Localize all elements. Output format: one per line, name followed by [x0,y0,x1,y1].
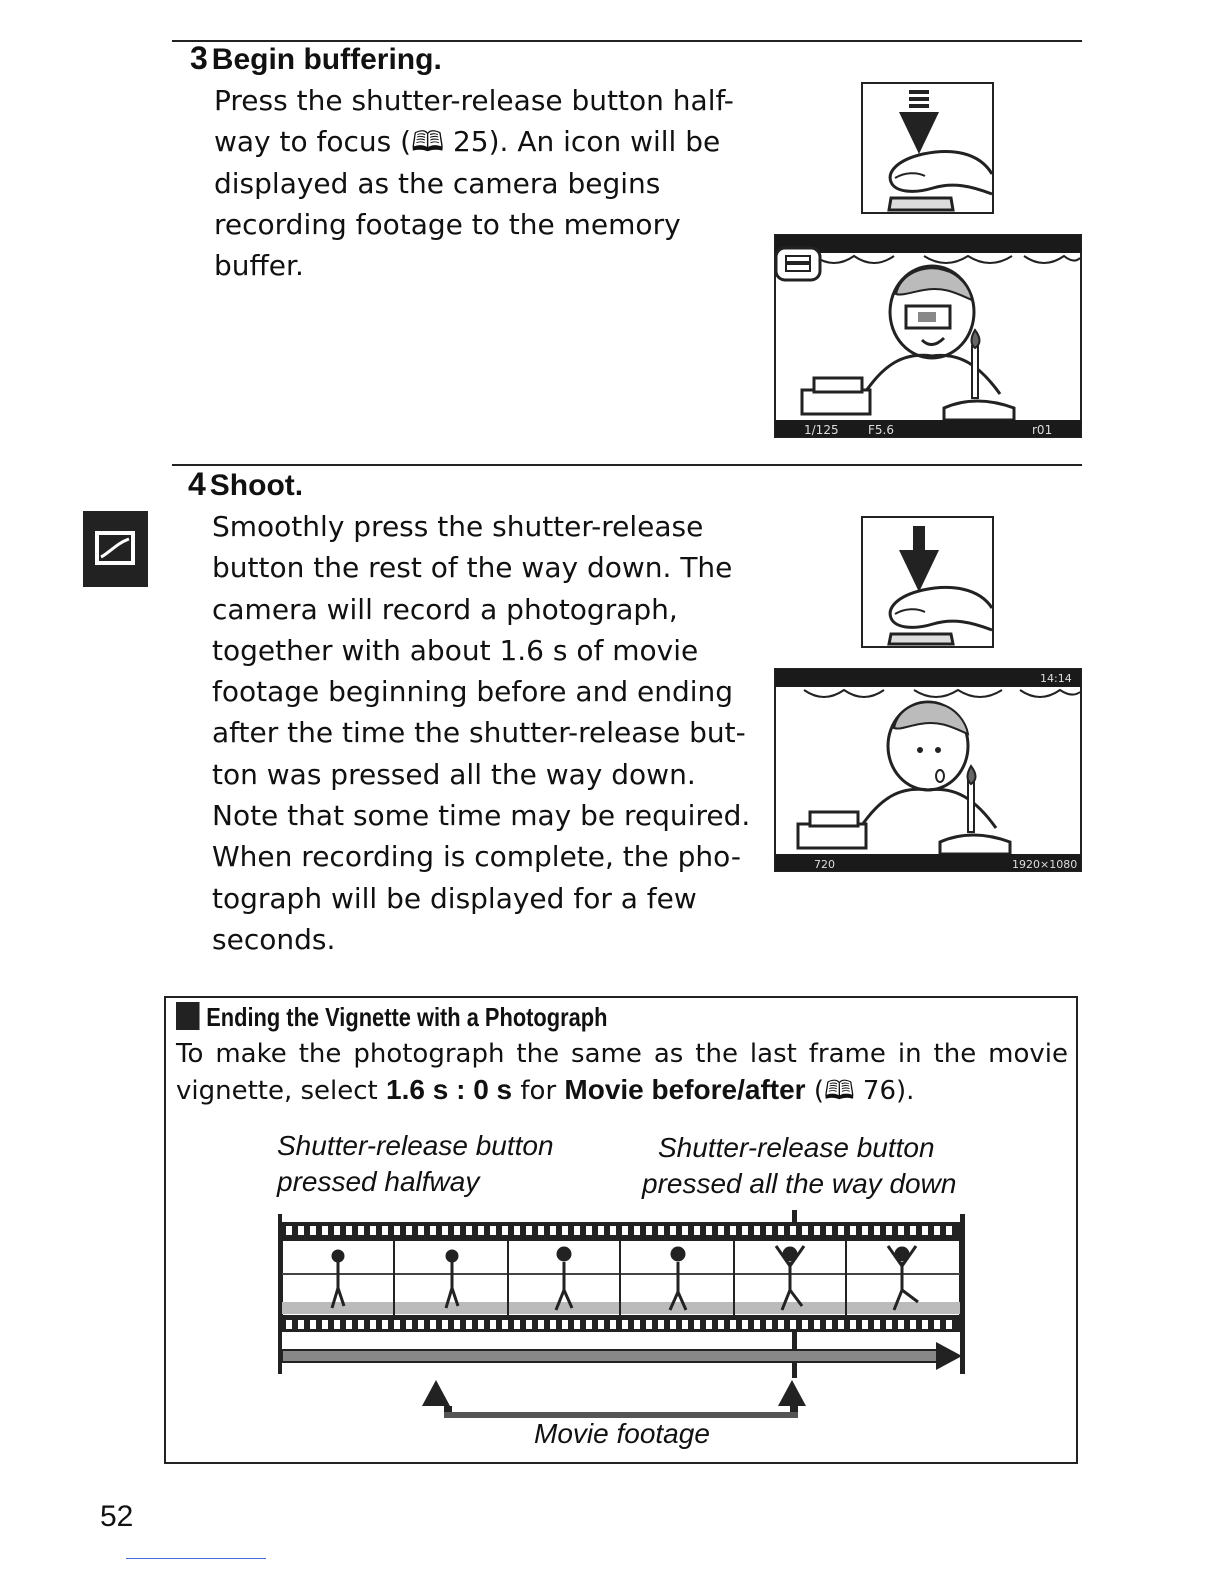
sprocket-hole [622,1226,628,1235]
sprocket-hole [574,1226,580,1235]
sprocket-hole [526,1226,532,1235]
sprocket-hole [442,1226,448,1235]
sprocket-hole [898,1226,904,1235]
sprocket-hole [946,1320,952,1329]
sprocket-hole [814,1320,820,1329]
shutter-fullpress-illustration [861,516,994,648]
sprocket-hole [562,1320,568,1329]
note-text-part: To make the photograph the same as the last frame in the movie vignette, select [176,1039,1068,1106]
step3-number: 3 [190,40,208,76]
sprocket-hole [358,1320,364,1329]
sprocket-hole [898,1320,904,1329]
note-heading [176,1000,607,1034]
sprocket-hole [694,1320,700,1329]
camera-screen-shoot [774,668,1082,874]
sprocket-hole [298,1226,304,1235]
sprocket-hole [346,1226,352,1235]
sprocket-hole [670,1320,676,1329]
sprocket-hole [286,1226,292,1235]
shoot-left-readout: 720 [814,858,835,871]
step4-number: 4 [188,466,206,502]
sprocket-hole [874,1320,880,1329]
sprocket-hole [370,1226,376,1235]
sprocket-hole [526,1320,532,1329]
sprocket-hole [682,1226,688,1235]
sprocket-hole [838,1320,844,1329]
caption-full-line1: Shutter-release button [658,1132,935,1163]
sprocket-hole [286,1320,292,1329]
sprocket-hole [454,1226,460,1235]
sprocket-hole [430,1226,436,1235]
sprocket-hole [358,1226,364,1235]
sprocket-hole [418,1320,424,1329]
buffer-shutter-readout: 1/125 [804,423,839,437]
sprocket-hole [610,1226,616,1235]
shoot-right-readout: 1920×1080 [1012,858,1078,871]
note-menu-item: Movie before/after [564,1074,806,1105]
sprocket-hole [442,1320,448,1329]
sprocket-hole [742,1320,748,1329]
film-strip-diagram [272,1210,972,1420]
step3-heading [190,40,442,78]
sprocket-hole [718,1226,724,1235]
sprocket-hole [682,1320,688,1329]
sprocket-hole [538,1226,544,1235]
sprocket-hole [730,1320,736,1329]
sprocket-hole [658,1320,664,1329]
sprocket-hole [586,1226,592,1235]
sprocket-hole [814,1226,820,1235]
sprocket-hole [514,1226,520,1235]
sprocket-hole [670,1226,676,1235]
sprocket-hole [910,1320,916,1329]
sprocket-hole [598,1320,604,1329]
sprocket-hole [490,1226,496,1235]
sprocket-hole [466,1226,472,1235]
sprocket-hole [802,1320,808,1329]
note-text-part: (🕮 76). [805,1076,915,1106]
sprocket-hole [418,1226,424,1235]
caption-halfway [277,1128,554,1200]
sprocket-hole [946,1226,952,1235]
sprocket-hole [346,1320,352,1329]
sprocket-hole [382,1320,388,1329]
sprocket-hole [550,1320,556,1329]
sprocket-hole [466,1320,472,1329]
sprocket-hole [934,1226,940,1235]
sprocket-hole [850,1320,856,1329]
sprocket-hole [598,1226,604,1235]
sprocket-hole [634,1226,640,1235]
sprocket-hole [922,1226,928,1235]
sprocket-hole [934,1320,940,1329]
sprocket-hole [862,1320,868,1329]
sprocket-hole [394,1226,400,1235]
sprocket-hole [502,1226,508,1235]
sprocket-hole [322,1320,328,1329]
sprocket-hole [322,1226,328,1235]
sprocket-hole [838,1226,844,1235]
shutter-halfpress-illustration [861,82,994,214]
caption-halfway-line2: pressed halfway [277,1166,480,1197]
note-text-part: for [512,1076,565,1106]
note-title: Ending the Vignette with a Photograph [206,1002,608,1032]
sprocket-hole [658,1226,664,1235]
sprocket-hole [334,1320,340,1329]
sprocket-hole [754,1226,760,1235]
sprocket-hole [694,1226,700,1235]
note-text [176,1036,1068,1109]
sprocket-hole [430,1320,436,1329]
footer-rule [126,1558,266,1559]
sprocket-hole [886,1320,892,1329]
step4-heading [188,466,303,504]
sprocket-hole [586,1320,592,1329]
note-pencil-icon [176,1002,200,1030]
sprocket-hole [790,1226,796,1235]
camera-screen-buffering [774,234,1084,440]
sprocket-hole [538,1320,544,1329]
sprocket-hole [778,1320,784,1329]
sprocket-hole [514,1320,520,1329]
sprocket-hole [298,1320,304,1329]
step4-title: Shoot. [209,469,304,502]
step3-body: Press the shutter-release button half- way to focus (🕮 25). An icon will be displayed as the camera begins recording footage to the memory buffer. [214,84,734,283]
sprocket-hole [706,1226,712,1235]
sprocket-hole [610,1320,616,1329]
sprocket-hole [454,1320,460,1329]
sprocket-hole [646,1226,652,1235]
sprocket-hole [502,1320,508,1329]
step3-title: Begin buffering. [211,43,442,76]
sprocket-hole [334,1226,340,1235]
caption-movie-footage: Movie footage [534,1418,710,1449]
sprocket-hole [574,1320,580,1329]
sprocket-hole [706,1320,712,1329]
sprocket-hole [766,1320,772,1329]
sprocket-hole [310,1320,316,1329]
sprocket-hole [370,1320,376,1329]
sprocket-hole [874,1226,880,1235]
sprocket-hole [718,1320,724,1329]
sprocket-hole [562,1226,568,1235]
sprocket-hole [646,1320,652,1329]
sprocket-hole [310,1226,316,1235]
sprocket-hole [790,1320,796,1329]
sprocket-hole [394,1320,400,1329]
sprocket-hole [742,1226,748,1235]
sprocket-hole [478,1226,484,1235]
sprocket-hole [802,1226,808,1235]
sprocket-hole [406,1320,412,1329]
sprocket-hole [478,1320,484,1329]
buffer-shots-readout: r01 [1032,423,1053,437]
buffer-aperture-readout: F5.6 [868,423,894,437]
sprocket-hole [406,1226,412,1235]
sprocket-hole [886,1226,892,1235]
sprocket-hole [862,1226,868,1235]
sprocket-hole [622,1320,628,1329]
sprocket-hole [850,1226,856,1235]
caption-full-line2: pressed all the way down [642,1168,957,1199]
caption-halfway-line1: Shutter-release button [277,1130,554,1161]
sprocket-hole [766,1226,772,1235]
sprocket-hole [910,1226,916,1235]
vignette-mode-icon [83,511,148,587]
sprocket-hole [922,1320,928,1329]
sprocket-hole [754,1320,760,1329]
movie-section-tab [83,511,148,587]
note-setting: 1.6 s : 0 s [386,1074,513,1105]
page-number: 52 [100,1500,134,1533]
sprocket-hole [382,1226,388,1235]
sprocket-hole [490,1320,496,1329]
section-rule-step4 [172,464,1082,466]
sprocket-hole [730,1226,736,1235]
sprocket-hole [826,1320,832,1329]
caption-full [642,1130,956,1202]
shoot-time-readout: 14:14 [1040,672,1072,685]
sprocket-hole [550,1226,556,1235]
step4-body: Smoothly press the shutter-release button the rest of the way down. The camera will record a photograph, together with about 1.6 s of movie footage beginning before and ending after the time the shutter-release but- ton was pressed all the way down. Note that some time may be required. When recording is complete, the pho- tograph will be displayed for a few seconds. [212,510,751,956]
sprocket-hole [826,1226,832,1235]
sprocket-hole [778,1226,784,1235]
note-box [164,996,1078,1464]
sprocket-hole [634,1320,640,1329]
